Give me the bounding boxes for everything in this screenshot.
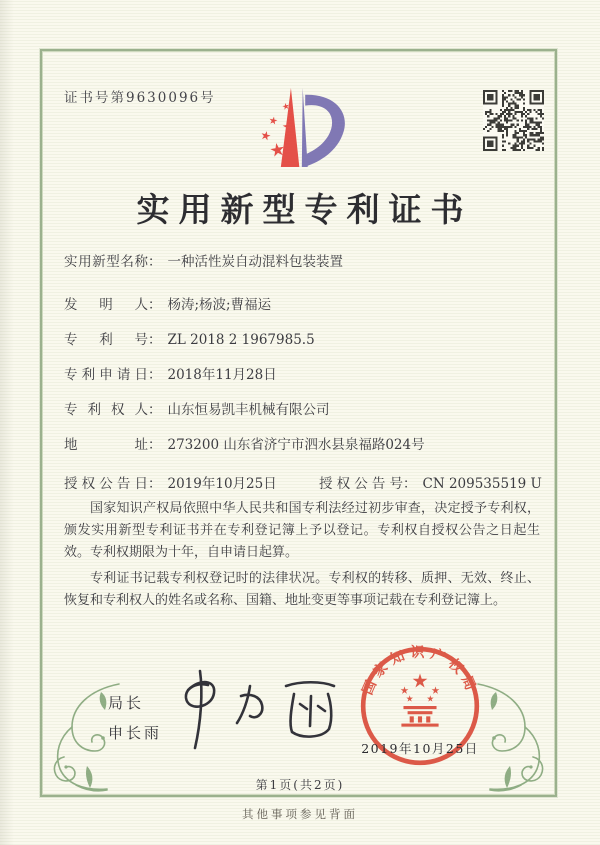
field-utility-model-name xyxy=(64,252,542,272)
colon: ： xyxy=(403,476,417,492)
field-value: 一种活性炭自动混料包装装置 xyxy=(167,254,343,270)
grant-number-pair xyxy=(319,476,542,492)
colon: ： xyxy=(148,367,162,383)
field-value: ZL 2018 2 1967985.5 xyxy=(167,332,315,348)
director-signature xyxy=(162,666,362,758)
national-emblem xyxy=(401,673,440,726)
certificate-title: 实用新型专利证书 xyxy=(136,190,473,229)
colon: ： xyxy=(148,476,162,492)
field-value: 2018年11月28日 xyxy=(167,367,277,383)
field-patentee xyxy=(64,400,542,420)
cnipa-logo xyxy=(238,74,364,186)
field-label: 专利权人 xyxy=(64,402,148,418)
colon: ： xyxy=(148,437,162,453)
certificate-number: 证书号第9630096号 xyxy=(64,90,216,106)
svg-text:国家知识产权局 xyxy=(359,644,480,697)
field-patent-number xyxy=(64,330,542,350)
field-label: 发明人 xyxy=(64,297,148,313)
director-block xyxy=(108,688,162,748)
colon: ： xyxy=(148,254,162,270)
field-value: 山东恒易凯丰机械有限公司 xyxy=(167,402,330,418)
colon: ： xyxy=(148,332,162,348)
legal-text xyxy=(64,498,540,616)
legal-paragraph-2: 专利证书记载专利权登记时的法律状况。专利权的转移、质押、无效、终止、恢复和专利权人的姓名或名称、国籍、地址变更等事项记载在专利登记簿上。 xyxy=(64,571,540,608)
field-label: 专利申请日 xyxy=(64,367,148,383)
field-list xyxy=(64,252,542,494)
seal-date: 2019年10月25日 xyxy=(361,741,479,756)
grant-date-value: 2019年10月25日 xyxy=(167,476,277,492)
qr-code xyxy=(483,90,544,151)
field-inventors xyxy=(64,295,542,315)
field-label: 专利号 xyxy=(64,332,148,348)
grant-number-value: CN 209535519 U xyxy=(422,476,542,492)
director-title: 局长 xyxy=(108,694,145,712)
field-application-date xyxy=(64,365,542,385)
director-name: 申长雨 xyxy=(108,724,163,742)
field-label: 实用新型名称 xyxy=(64,254,148,270)
footer-note: 其他事项参见背面 xyxy=(242,807,358,821)
grant-date-label: 授权公告日 xyxy=(64,476,148,492)
seal-text: 国家知识产权局 xyxy=(359,645,481,698)
colon: ： xyxy=(148,297,162,313)
field-address xyxy=(64,435,542,455)
field-label: 地址 xyxy=(64,437,148,453)
legal-paragraph-1: 国家知识产权局依照中华人民共和国专利法经过初步审查，决定授予专利权，颁发实用新型专利证书并在专利登记簿上予以登记。专利权自授权公告之日起生效。专利权期限为十年，自申请日起算。 xyxy=(64,501,540,560)
grant-date-pair xyxy=(64,476,281,492)
field-value: 273200 山东省济宁市泗水县泉福路024号 xyxy=(167,437,425,453)
grant-number-label: 授权公告号 xyxy=(319,476,404,492)
grant-row xyxy=(64,474,542,494)
field-value: 杨涛;杨波;曹福运 xyxy=(167,297,272,313)
page-info: 第1页(共2页) xyxy=(255,778,345,792)
colon: ： xyxy=(148,402,162,418)
